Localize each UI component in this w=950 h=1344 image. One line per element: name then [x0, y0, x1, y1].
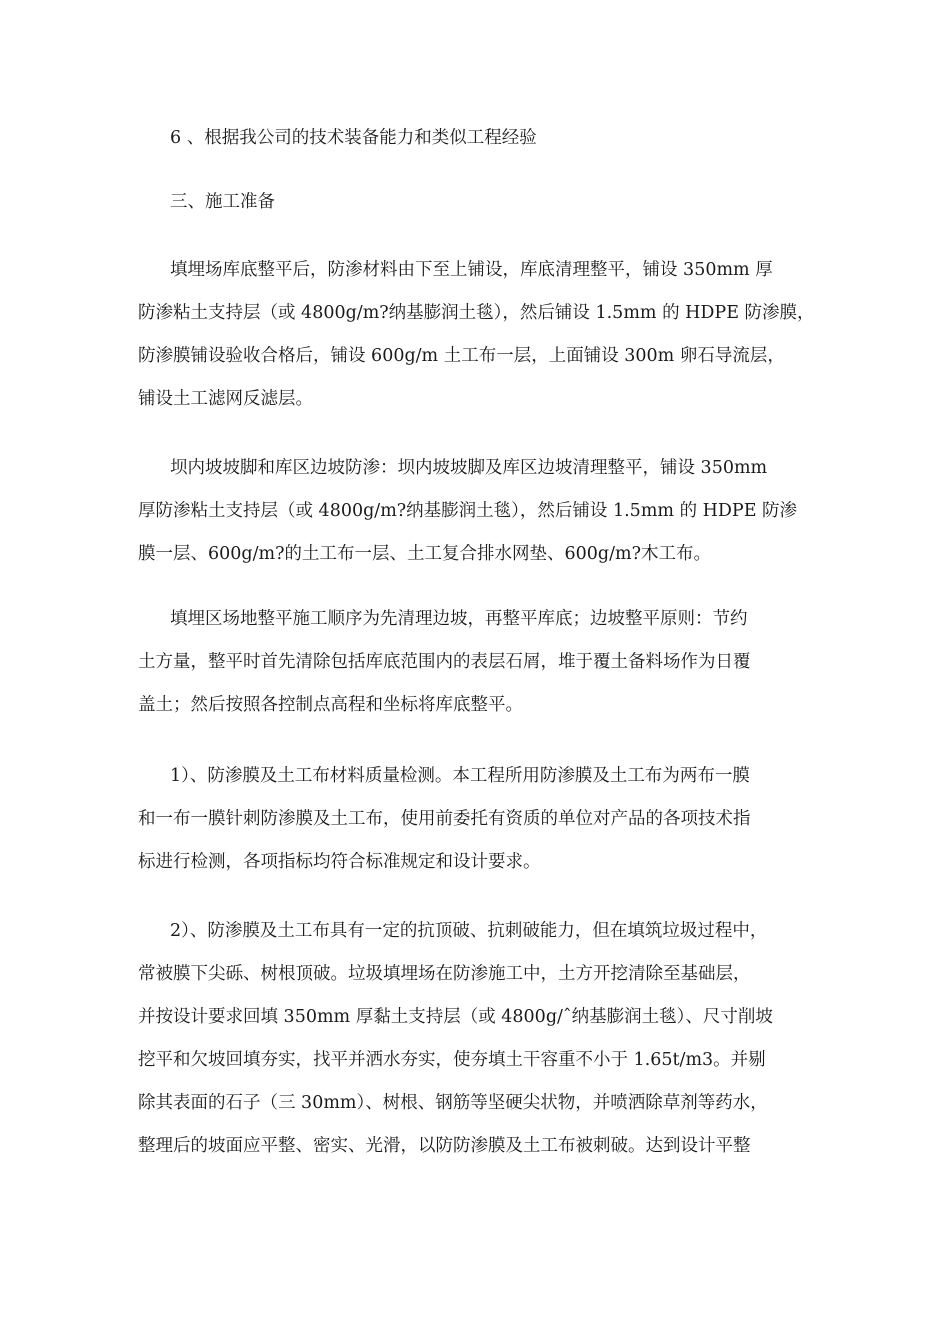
paragraph-line: 铺设土工滤网反滤层。	[138, 389, 313, 409]
paragraph-line: 除其表面的石子（三 30mm）、树根、钢筋等坚硬尖状物，并喷洒除草剂等药水，	[138, 1093, 768, 1113]
paragraph-line: 填埋区场地整平施工顺序为先清理边坡，再整平库底；边坡整平原则：节约	[170, 609, 748, 629]
line-item-point-6: 6 、根据我公司的技术装备能力和类似工程经验	[170, 128, 537, 148]
paragraph-line: 常被膜下尖砾、树根顶破。垃圾填埋场在防渗施工中，土方开挖清除至基础层，	[138, 964, 751, 984]
paragraph-line: 并按设计要求回填 350mm 厚黏土支持层（或 4800g/ˆ纳基膨润土毯）、尺寸削坡	[138, 1007, 773, 1027]
paragraph-line: 和一布一膜针刺防渗膜及土工布，使用前委托有资质的单位对产品的各项技术指	[138, 809, 751, 829]
paragraph-line: 坝内坡坡脚和库区边坡防渗：坝内坡坡脚及库区边坡清理整平，铺设 350mm	[170, 458, 768, 478]
paragraph-line: 盖土；然后按照各控制点高程和坐标将库底整平。	[138, 695, 523, 715]
section-heading-construction-prep: 三、施工准备	[170, 192, 275, 212]
paragraph-line: 标进行检测，各项指标均符合标准规定和设计要求。	[138, 852, 541, 872]
paragraph-line: 厚防渗粘土支持层（或 4800g/m?纳基膨润土毯），然后铺设 1.5mm 的 HDPE 防渗	[138, 501, 798, 521]
list-item-1: 1）、防渗膜及土工布材料质量检测。本工程所用防渗膜及土工布为两布一膜	[170, 766, 750, 786]
paragraph-line: 防渗膜铺设验收合格后，铺设 600g/m 土工布一层，上面铺设 300m 卵石导流层，	[138, 346, 785, 366]
list-item-2: 2）、防渗膜及土工布具有一定的抗顶破、抗刺破能力，但在填筑垃圾过程中，	[170, 921, 768, 941]
paragraph-line: 整理后的坡面应平整、密实、光滑，以防防渗膜及土工布被刺破。达到设计平整	[138, 1136, 751, 1156]
paragraph-line: 防渗粘土支持层（或 4800g/m?纳基膨润土毯），然后铺设 1.5mm 的 HDPE 防渗膜，	[138, 303, 815, 323]
paragraph-line: 挖平和欠坡回填夯实，找平并洒水夯实，使夯填土干容重不小于 1.65t/m3。并剔	[138, 1050, 766, 1070]
paragraph-line: 填埋场库底整平后，防渗材料由下至上铺设，库底清理整平，铺设 350mm 厚	[170, 260, 773, 280]
paragraph-line: 膜一层、600g/m?的土工布一层、土工复合排水网垫、600g/m?木工布。	[138, 544, 711, 564]
paragraph-line: 土方量，整平时首先清除包括库底范围内的表层石屑，堆于覆土备料场作为日覆	[138, 652, 751, 672]
